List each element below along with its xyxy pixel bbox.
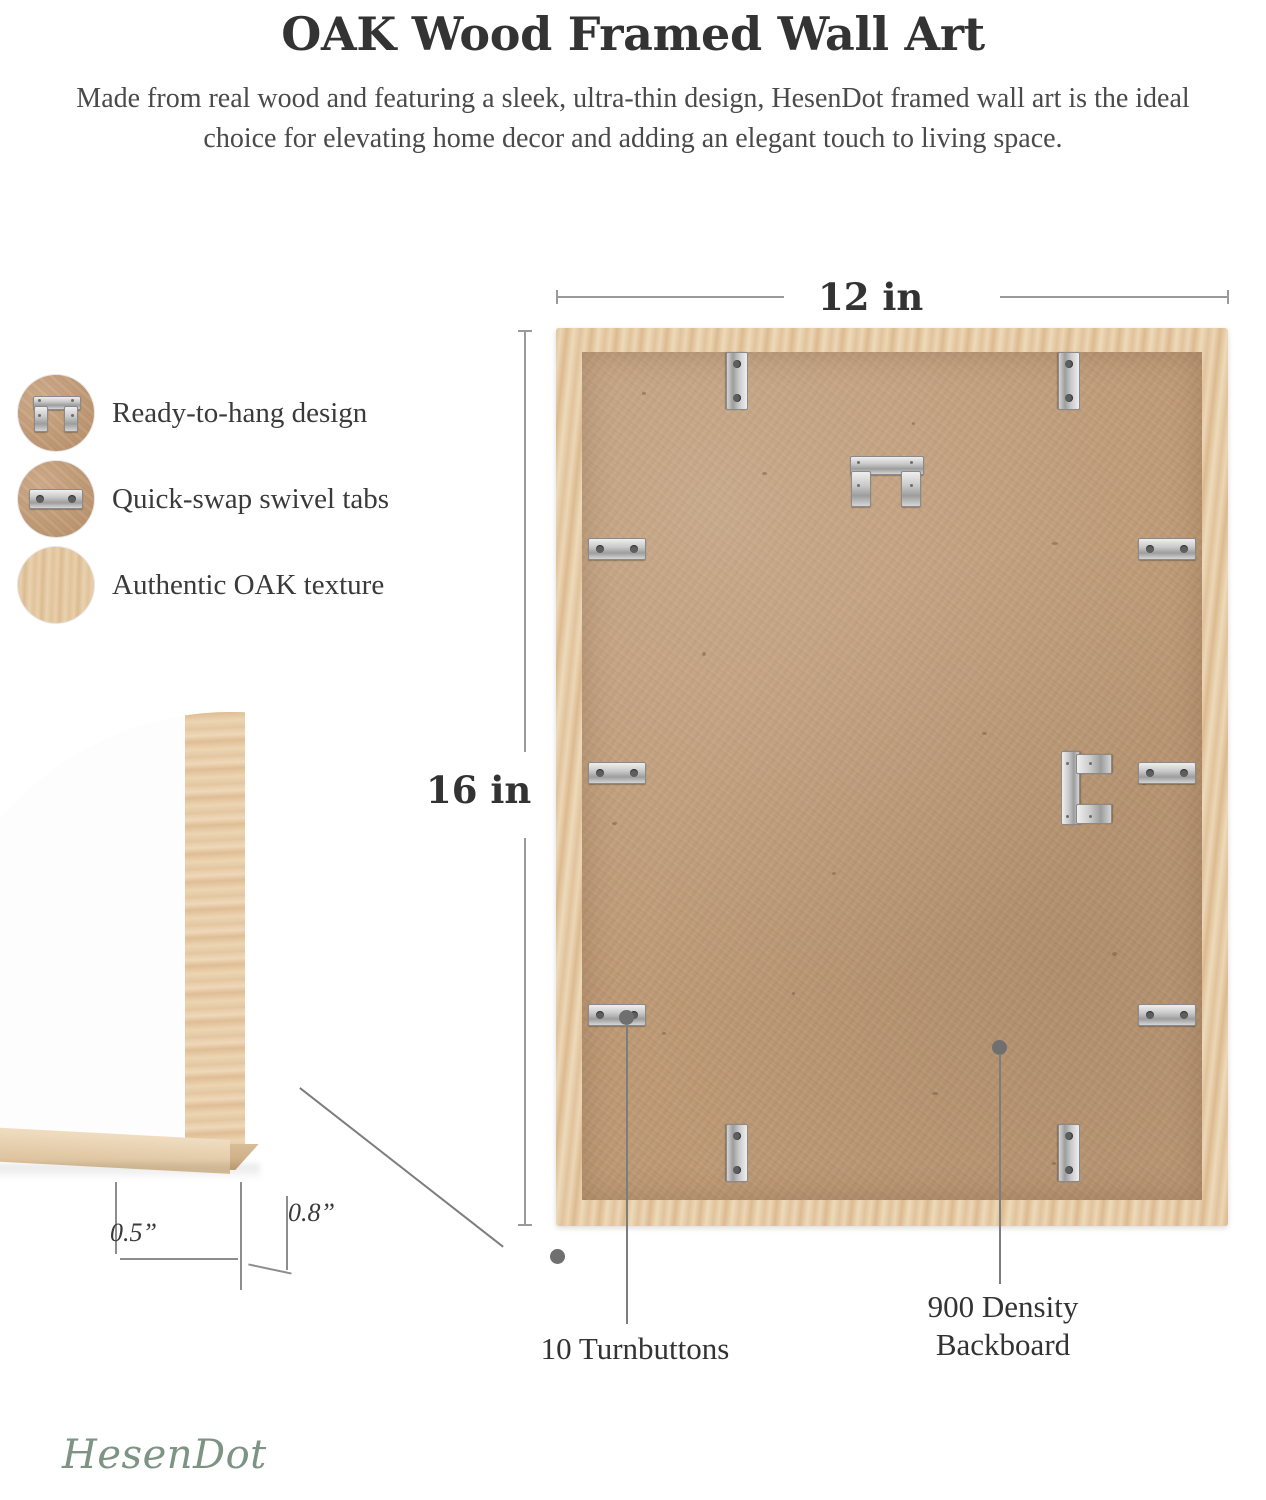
- feature-item-oak-texture: [18, 542, 498, 628]
- turnbutton: [1058, 352, 1080, 410]
- feature-list: [18, 370, 498, 628]
- feature-label: Quick-swap swivel tabs: [112, 482, 390, 515]
- turnbutton: [1138, 538, 1196, 560]
- backboard-callout-label: [838, 1288, 1168, 1364]
- feature-label: Authentic OAK texture: [112, 568, 385, 601]
- turnbutton: [726, 352, 748, 410]
- feature-label: Ready-to-hang design: [112, 396, 368, 429]
- backboard-callout-line2: Backboard: [935, 1326, 1071, 1362]
- header: [0, 0, 1266, 158]
- turnbutton: [1138, 1004, 1196, 1026]
- width-label: 12 in: [818, 275, 924, 319]
- frame-width-label: 0.8”: [288, 1198, 335, 1227]
- turnbutton-icon: [18, 461, 94, 537]
- backboard-marker: [992, 1040, 1007, 1055]
- sawtooth-hanger-side: [1061, 753, 1111, 825]
- page-title: OAK Wood Framed Wall Art: [281, 7, 985, 61]
- feature-item-swivel-tabs: [18, 456, 498, 542]
- turnbutton: [726, 1124, 748, 1182]
- height-label: 16 in: [426, 768, 532, 812]
- turnbutton: [588, 538, 646, 560]
- backboard-surface: [582, 352, 1202, 1200]
- turnbutton-callout-label: 10 Turnbuttons: [540, 1331, 730, 1366]
- sawtooth-hanger-top: [850, 456, 922, 506]
- turnbutton-marker-corner: [550, 1249, 565, 1264]
- turnbutton-marker-board: [619, 1010, 634, 1025]
- page-subtitle: Made from real wood and featuring a sleek, ultra-thin design, HesenDot framed wall art is the ideal choice for elevating home decor and adding an elegant touch to living space.: [76, 82, 1190, 154]
- oak-texture-icon: [18, 547, 94, 623]
- backboard-callout-line1: 900 Density: [927, 1289, 1079, 1324]
- sawtooth-hanger-icon: [18, 375, 94, 451]
- turnbutton: [1058, 1124, 1080, 1182]
- frame-depth-label: 0.5”: [110, 1218, 157, 1247]
- brand-logo: HesenDot: [62, 1432, 267, 1478]
- feature-item-ready-to-hang: [18, 370, 498, 456]
- frame-back-image: [556, 328, 1228, 1226]
- turnbutton: [1138, 762, 1196, 784]
- turnbutton: [588, 762, 646, 784]
- turnbutton: [588, 1004, 646, 1026]
